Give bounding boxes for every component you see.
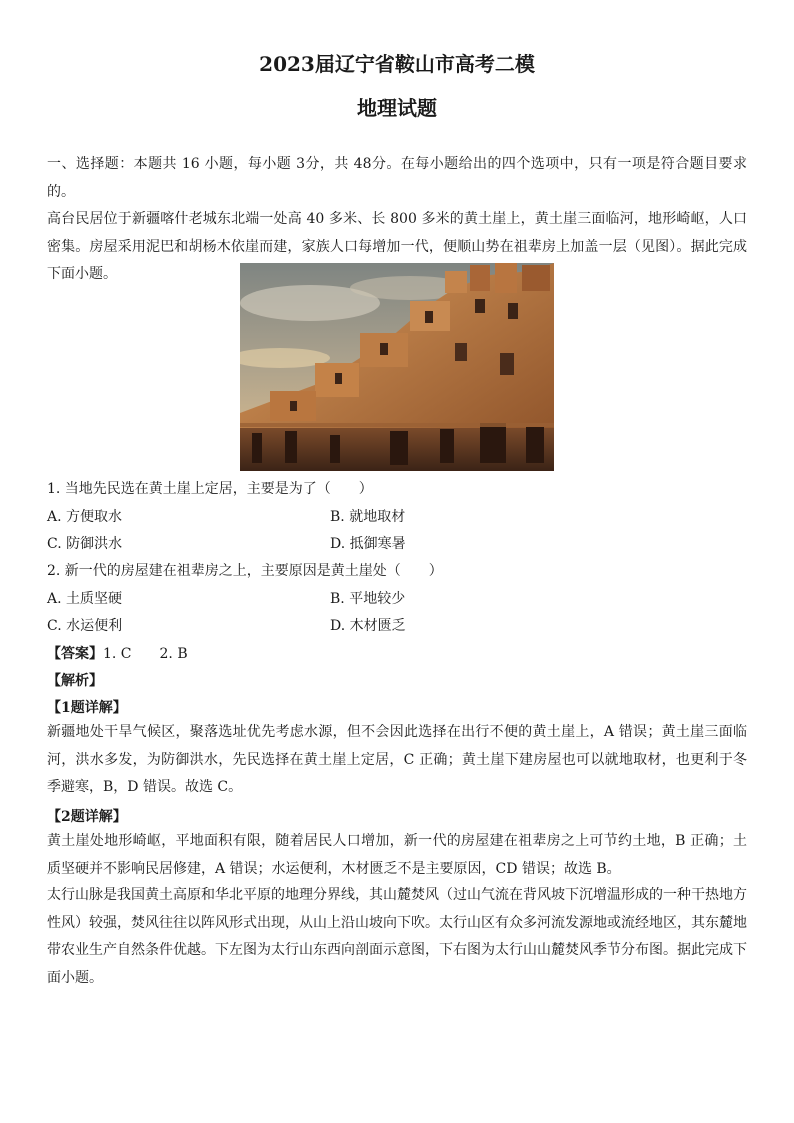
question-1-stem: 1. 当地先民选在黄土崖上定居，主要是为了（ ）: [47, 481, 373, 497]
page-subtitle: 地理试题: [357, 96, 437, 120]
section-heading: 一、选择题：本题共 16 小题，每小题 3分，共 48分。在每小题给出的四个选项中，只有一项是符合题目要求的。: [47, 156, 747, 200]
page-title: 2023届辽宁省鞍山市高考二模: [259, 52, 535, 76]
photo-illustration: [240, 263, 554, 471]
q2-option-a: A. 土质坚硬: [47, 591, 123, 607]
kashgar-highland-dwellings-photo: [240, 263, 554, 471]
q2-option-c: C. 水运便利: [47, 618, 123, 634]
detail-2-label: 【2题详解】: [47, 809, 127, 825]
q1-option-b: B. 就地取材: [330, 509, 406, 525]
detail-2-text: 黄土崖处地形崎岖，平地面积有限，随着居民人口增加，新一代的房屋建在祖辈房之上可节约土地，B 正确；土质坚硬并不影响民居修建，A 错误；水运便利，木材匮乏不是主要原因，CD 错误；故选 B。: [47, 833, 747, 877]
q1-option-c: C. 防御洪水: [47, 536, 123, 552]
analysis-label: 【解析】: [47, 673, 103, 689]
detail-1-text: 新疆地处干旱气候区，聚落选址优先考虑水源，但不会因此选择在出行不便的黄土崖上，A 错误；黄土崖三面临河，洪水多发，为防御洪水，先民选择在黄土崖上定居，C 正确；黄土崖下建房屋也可以就地取材，也更利于冬季避寒，B，D 错误。故选 C。: [47, 724, 747, 795]
taihang-passage: 太行山脉是我国黄土高原和华北平原的地理分界线，其山麓焚风（过山气流在背风坡下沉增温形成的一种干热地方性风）较强，焚风往往以阵风形式出现，从山上沿山坡向下吹。太行山区有众多河流发源地或流经地区，其东麓地带农业生产自然条件优越。下左图为太行山东西向剖面示意图，下右图为太行山山麓焚风季节分布图。据此完成下面小题。: [47, 887, 747, 986]
q1-option-d: D. 抵御寒暑: [330, 536, 406, 552]
question-2-stem: 2. 新一代的房屋建在祖辈房之上，主要原因是黄土崖处（ ）: [47, 563, 443, 579]
passage-text: 高台民居位于新疆喀什老城东北端一处高 40 多米、长 800 多米的黄土崖上，黄土崖三面临河，地形崎岖，人口密集。房屋采用泥巴和胡杨木依崖而建，家族人口每增加一代，便顺山势在祖辈房上加盖一层（见图）。据此完成下面小题。: [47, 211, 747, 282]
answer-text: 1. C 2. B: [103, 646, 188, 662]
answer-label: 【答案】: [47, 646, 103, 662]
q1-option-a: A. 方便取水: [47, 509, 123, 525]
q2-option-b: B. 平地较少: [330, 591, 406, 607]
q2-option-d: D. 木材匮乏: [330, 618, 406, 634]
answer-line: [47, 644, 188, 664]
detail-1-label: 【1题详解】: [47, 700, 127, 716]
